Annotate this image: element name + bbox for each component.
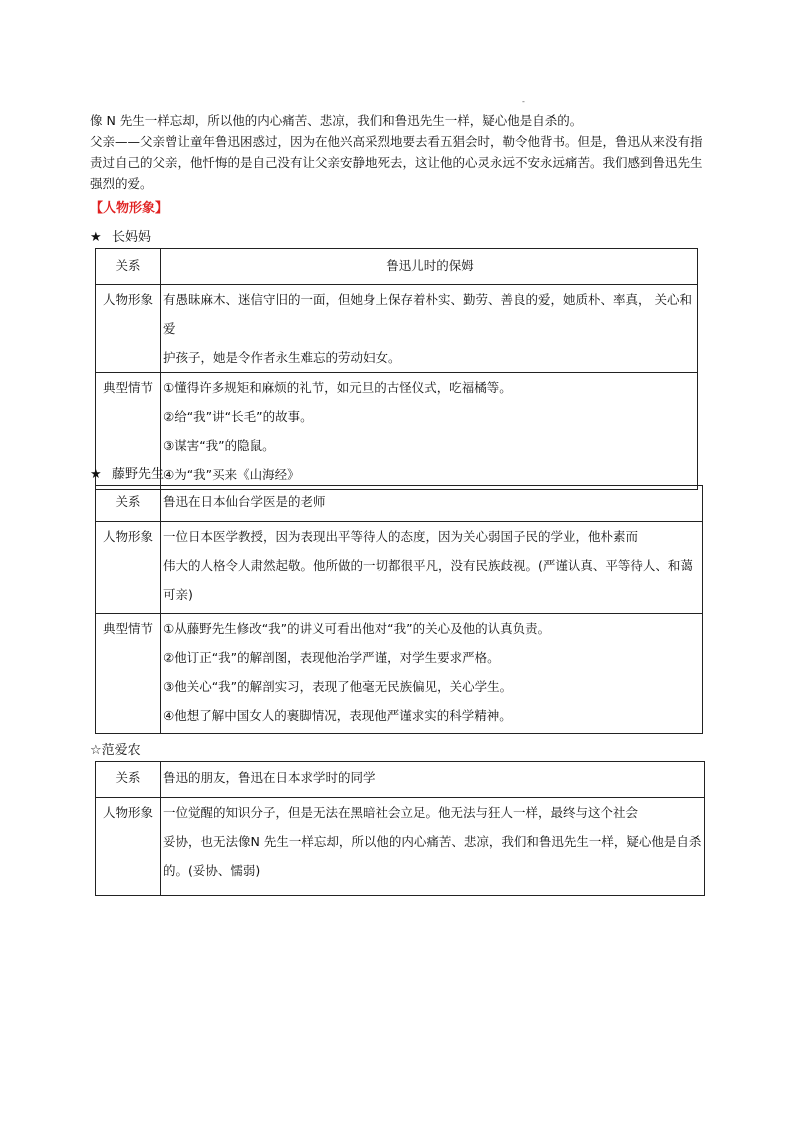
- cell-line: 鲁迅的朋友，鲁迅在日本求学时的同学: [163, 770, 376, 785]
- intro-line: 像 N 先生一样忘却，所以他的内心痛苦、悲凉，我们和鲁迅先生一样，疑心他是自杀的。: [90, 113, 583, 128]
- cell-line: 有愚昧麻木、迷信守旧的一面，但她身上保存着朴实、勤劳、善良的爱，她质朴、率真， 关心和爱: [163, 292, 692, 336]
- person-name: 范爱农: [101, 743, 141, 758]
- table-row: [96, 249, 698, 285]
- table-row: [96, 798, 705, 896]
- cell-line: ③谋害“我”的隐鼠。: [163, 438, 275, 453]
- table-row: [96, 486, 703, 522]
- cell-line: 鲁迅在日本仙台学医是的老师: [163, 494, 326, 509]
- row-label: 关系: [96, 762, 161, 798]
- row-content: [161, 373, 698, 490]
- star-icon: ★: [90, 230, 102, 245]
- section-title: 【人物形象】: [90, 201, 169, 216]
- row-content: [161, 798, 705, 896]
- cell-line: 妥协，也无法像N 先生一样忘却，所以他的内心痛苦、悲凉，我们和鲁迅先生一样，疑心他是自杀: [163, 834, 702, 849]
- star-icon: ☆: [90, 743, 102, 758]
- cell-line: ①从藤野先生修改“我”的讲义可看出他对“我”的关心及他的认真负责。: [163, 621, 551, 636]
- intro-line: 父亲——父亲曾让童年鲁迅困惑过，因为在他兴高采烈地要去看五猖会时，勒令他背书。但是，鲁迅从来没有指: [90, 134, 703, 149]
- table-fan-ainong: [95, 761, 705, 896]
- row-content: [161, 762, 705, 798]
- row-label: 关系: [96, 486, 161, 522]
- cell-line: 护孩子，她是令作者永生难忘的劳动妇女。: [163, 350, 401, 365]
- row-label: 人物形象: [96, 285, 161, 373]
- cell-line: 可亲): [163, 587, 193, 602]
- row-label: 人物形象: [96, 798, 161, 896]
- table-row: [96, 762, 705, 798]
- cell-line: 一位日本医学教授，因为表现出平等待人的态度，因为关心弱国子民的学业，他朴素而: [163, 529, 639, 544]
- cell-line: ②他订正“我”的解剖图，表现他治学严谨，对学生要求严格。: [163, 650, 500, 665]
- table-fujino: [95, 485, 703, 734]
- cell-line: ①懂得许多规矩和麻烦的礼节，如元旦的古怪仪式，吃福橘等。: [163, 380, 512, 395]
- table-row: [96, 285, 698, 373]
- cell-line: ③他关心“我”的解剖实习，表现了他毫无民族偏见，关心学生。: [163, 679, 513, 694]
- table-row: [96, 614, 703, 734]
- person-heading-fan-ainong: [90, 739, 141, 758]
- cell-line: 伟大的人格令人肃然起敬。他所做的一切都很平凡，没有民族歧视。(严谨认真、平等待人、和蔼: [163, 558, 693, 573]
- row-label: 典型情节: [96, 614, 161, 734]
- row-content: [161, 522, 703, 614]
- person-heading-changmama: [90, 226, 151, 245]
- cell-line: ④为“我”买来《山海经》: [163, 467, 300, 482]
- table-row: [96, 522, 703, 614]
- row-content: [161, 249, 698, 285]
- row-label: 典型情节: [96, 373, 161, 490]
- cell-line: 的。(妥协、懦弱): [163, 863, 261, 878]
- intro-line: 强烈的爱。: [90, 176, 153, 191]
- cell-line: ④他想了解中国女人的裹脚情况，表现他严谨求实的科学精神。: [163, 708, 512, 723]
- row-content: [161, 614, 703, 734]
- intro-paragraph: [90, 110, 710, 194]
- row-content: [161, 486, 703, 522]
- person-name: 藤野先生: [112, 467, 165, 482]
- person-name: 长妈妈: [112, 230, 152, 245]
- cell-line: 一位觉醒的知识分子，但是无法在黑暗社会立足。他无法与狂人一样，最终与这个社会: [163, 805, 639, 820]
- row-label: 关系: [96, 249, 161, 285]
- table-row: [96, 373, 698, 490]
- table-changmama: [95, 248, 698, 490]
- person-heading-fujino: [90, 463, 164, 482]
- intro-line: 责过自己的父亲，他忏悔的是自己没有让父亲安静地死去，这让他的心灵永远不安永远痛苦。我们感到鲁迅先生: [90, 155, 703, 170]
- cell-line: ②给“我”讲“长毛”的故事。: [163, 409, 313, 424]
- row-label: 人物形象: [96, 522, 161, 614]
- cell-line: 鲁迅儿时的保姆: [386, 258, 474, 273]
- top-mark: -: [522, 97, 525, 106]
- row-content: [161, 285, 698, 373]
- star-icon: ★: [90, 467, 102, 482]
